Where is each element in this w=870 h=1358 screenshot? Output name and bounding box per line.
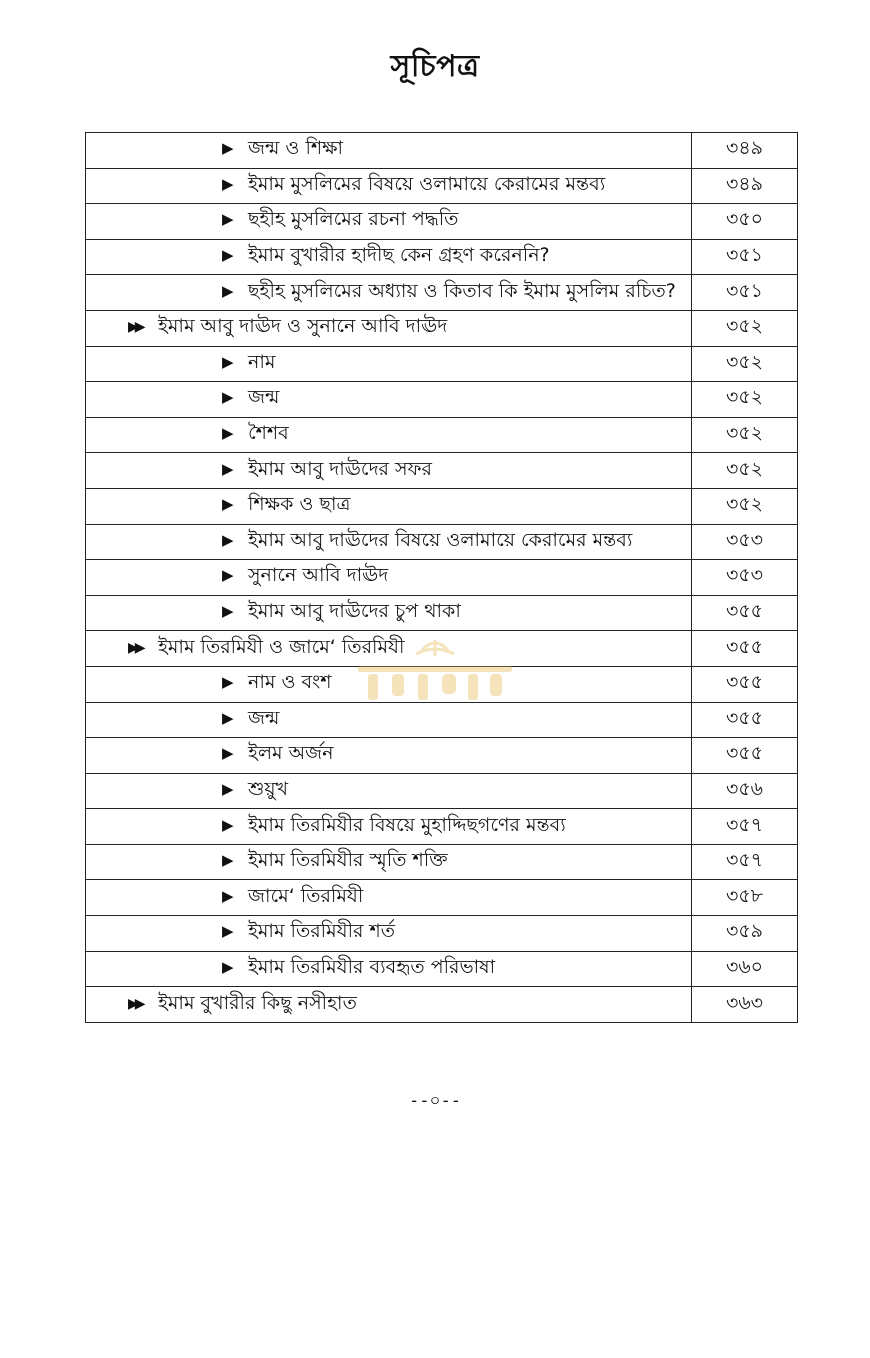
toc-entry [86,811,691,843]
toc-entry [86,490,691,522]
toc-entry-row [86,773,798,809]
toc-entry-row [86,560,798,596]
toc-title: নাম [248,350,276,373]
toc-section-row [86,631,798,667]
toc-page-number: ৩৫৫ [692,595,798,631]
toc-entry [86,846,691,878]
toc-page-number: ৩৫২ [692,488,798,524]
toc-entry-row [86,738,798,774]
double-arrow-icon: ▶▶ [128,639,142,656]
toc-title: ইমাম তিরমিযীর বিষয়ে মুহাদ্দিছগণের মন্তব্য [248,813,566,836]
toc-title-cell [86,346,692,382]
arrow-icon: ▶ [222,388,234,407]
toc-title: শুয়ুখ [248,777,289,800]
toc-title-cell [86,666,692,702]
arrow-icon: ▶ [222,566,234,585]
double-arrow-icon: ▶▶ [128,995,142,1012]
toc-title-cell [86,417,692,453]
toc-entry-row [86,204,798,240]
toc-entry [86,348,691,380]
arrow-icon: ▶ [222,708,234,727]
toc-title: ইমাম বুখারীর কিছু নসীহাত [158,991,357,1014]
toc-section-row [86,987,798,1023]
toc-title-cell [86,595,692,631]
toc-title: ইমাম বুখারীর হাদীছ কেন গ্রহণ করেননি? [248,244,550,267]
toc-entry [86,989,691,1021]
toc-entry-row [86,382,798,418]
toc-section-row [86,310,798,346]
toc-title: সুনানে আবি দাঊদ [248,564,389,587]
toc-title: ইমাম তিরমিযীর শর্ত [248,920,396,943]
toc-entry [86,704,691,736]
arrow-icon: ▶ [222,174,234,193]
toc-title: ইমাম আবু দাঊদের চুপ থাকা [248,600,461,623]
toc-page-number: ৩৫৫ [692,666,798,702]
toc-entry-row [86,168,798,204]
toc-title-cell [86,310,692,346]
toc-entry [86,739,691,771]
toc-entry-row [86,488,798,524]
toc-entry-row [86,524,798,560]
toc-title-cell [86,133,692,169]
toc-entry-row [86,844,798,880]
toc-page-number: ৩৫২ [692,417,798,453]
double-arrow-icon: ▶▶ [128,319,142,336]
toc-entry [86,419,691,451]
toc-entry [86,775,691,807]
arrow-icon: ▶ [222,744,234,763]
toc-entry [86,633,691,665]
toc-title-cell [86,773,692,809]
toc-page-number: ৩৫১ [692,275,798,311]
toc-page-number: ৩৫৭ [692,809,798,845]
toc-entry [86,170,691,202]
toc-title: ইমাম তিরমিযীর ব্যবহৃত পরিভাষা [248,955,496,978]
toc-title: ইমাম আবু দাঊদ ও সুনানে আবি দাঊদ [158,315,448,338]
toc-entry-row [86,417,798,453]
toc-entry [86,561,691,593]
toc-title-cell [86,738,692,774]
toc-page-number: ৩৫৮ [692,880,798,916]
toc-page-number: ৩৫১ [692,239,798,275]
toc-title: শৈশব [248,422,289,445]
toc-title-cell [86,524,692,560]
toc-title: জামে‘ তিরমিযী [248,884,364,907]
toc-page-number: ৩৪৯ [692,168,798,204]
toc-entry [86,277,691,309]
toc-title: ইমাম তিরমিযীর স্মৃতি শক্তি [248,849,448,872]
arrow-icon: ▶ [222,424,234,443]
toc-title: ছহীহ মুসলিমের অধ্যায় ও কিতাব কি ইমাম মুসলিম রচিত? [248,279,676,302]
toc-title-cell [86,809,692,845]
arrow-icon: ▶ [222,352,234,371]
toc-entry-row [86,880,798,916]
toc-title-cell [86,702,692,738]
toc-entry-row [86,275,798,311]
toc-entry [86,917,691,949]
toc-entry [86,241,691,273]
page-title: সূচিপত্র [390,49,480,84]
toc-title-cell [86,204,692,240]
toc-title: জন্ম [248,706,280,729]
toc-title-cell [86,382,692,418]
toc-entry-row [86,453,798,489]
toc-entry-row [86,133,798,169]
toc-table [85,132,798,1023]
toc-page-number: ৩৫৩ [692,524,798,560]
toc-title: শিক্ষক ও ছাত্র [248,493,351,516]
arrow-icon: ▶ [222,815,234,834]
toc-entry [86,383,691,415]
toc-title-cell [86,631,692,667]
arrow-icon: ▶ [222,602,234,621]
arrow-icon: ▶ [222,673,234,692]
toc-entry-row [86,951,798,987]
toc-page-number: ৩৫৫ [692,631,798,667]
toc-title: ইমাম তিরমিযী ও জামে‘ তিরমিযী [158,635,405,658]
toc-entry [86,134,691,166]
arrow-icon: ▶ [222,210,234,229]
toc-page-number: ৩৫৯ [692,916,798,952]
toc-page-number: ৩৫২ [692,310,798,346]
arrow-icon: ▶ [222,886,234,905]
arrow-icon: ▶ [222,459,234,478]
toc-page-number: ৩৫২ [692,346,798,382]
arrow-icon: ▶ [222,851,234,870]
toc-title-cell [86,560,692,596]
arrow-icon: ▶ [222,246,234,265]
toc-title: জন্ম ও শিক্ষা [248,137,344,160]
arrow-icon: ▶ [222,530,234,549]
toc-title-cell [86,916,692,952]
arrow-icon: ▶ [222,139,234,158]
toc-title-cell [86,453,692,489]
toc-entry-row [86,595,798,631]
toc-entry [86,455,691,487]
arrow-icon: ▶ [222,495,234,514]
toc-title: ইমাম আবু দাঊদের বিষয়ে ওলামায়ে কেরামের মন্তব্য [248,528,633,551]
toc-entry [86,597,691,629]
toc-entry [86,205,691,237]
toc-title: ইমাম মুসলিমের বিষয়ে ওলামায়ে কেরামের মন্তব্য [248,172,606,195]
toc-entry-row [86,666,798,702]
toc-entry-row [86,239,798,275]
toc-page-number: ৩৫৫ [692,702,798,738]
toc-title: ইমাম আবু দাঊদের সফর [248,457,432,480]
toc-title-cell [86,239,692,275]
arrow-icon: ▶ [222,922,234,941]
toc-title-cell [86,488,692,524]
toc-page-number: ৩৫২ [692,382,798,418]
toc-page-number: ৩৬০ [692,951,798,987]
toc-entry-row [86,702,798,738]
toc-title-cell [86,951,692,987]
toc-entry [86,882,691,914]
toc-entry-row [86,346,798,382]
toc-entry [86,953,691,985]
toc-entry-row [86,809,798,845]
toc-page-number: ৩৫২ [692,453,798,489]
toc-title-cell [86,168,692,204]
toc-title-cell [86,275,692,311]
toc-entry-row [86,916,798,952]
toc-title: ছহীহ মুসলিমের রচনা পদ্ধতি [248,208,459,231]
toc-title-cell [86,880,692,916]
toc-title: জন্ম [248,386,280,409]
toc-page-number: ৩৫৬ [692,773,798,809]
toc-title-cell [86,844,692,880]
arrow-icon: ▶ [222,957,234,976]
toc-title: নাম ও বংশ [248,671,332,694]
toc-page-number: ৩৫৫ [692,738,798,774]
toc-entry [86,668,691,700]
toc-page-number: ৩৫৩ [692,560,798,596]
end-ornament: --০-- [409,1091,461,1111]
toc-body [86,133,798,1023]
toc-page-number: ৩৫০ [692,204,798,240]
arrow-icon: ▶ [222,281,234,300]
toc-title: ইলম অর্জন [248,742,334,765]
toc-entry [86,312,691,344]
toc-page-number: ৩৬৩ [692,987,798,1023]
arrow-icon: ▶ [222,779,234,798]
toc-page-number: ৩৪৯ [692,133,798,169]
toc-page-number: ৩৫৭ [692,844,798,880]
toc-title-cell [86,987,692,1023]
toc-entry [86,526,691,558]
